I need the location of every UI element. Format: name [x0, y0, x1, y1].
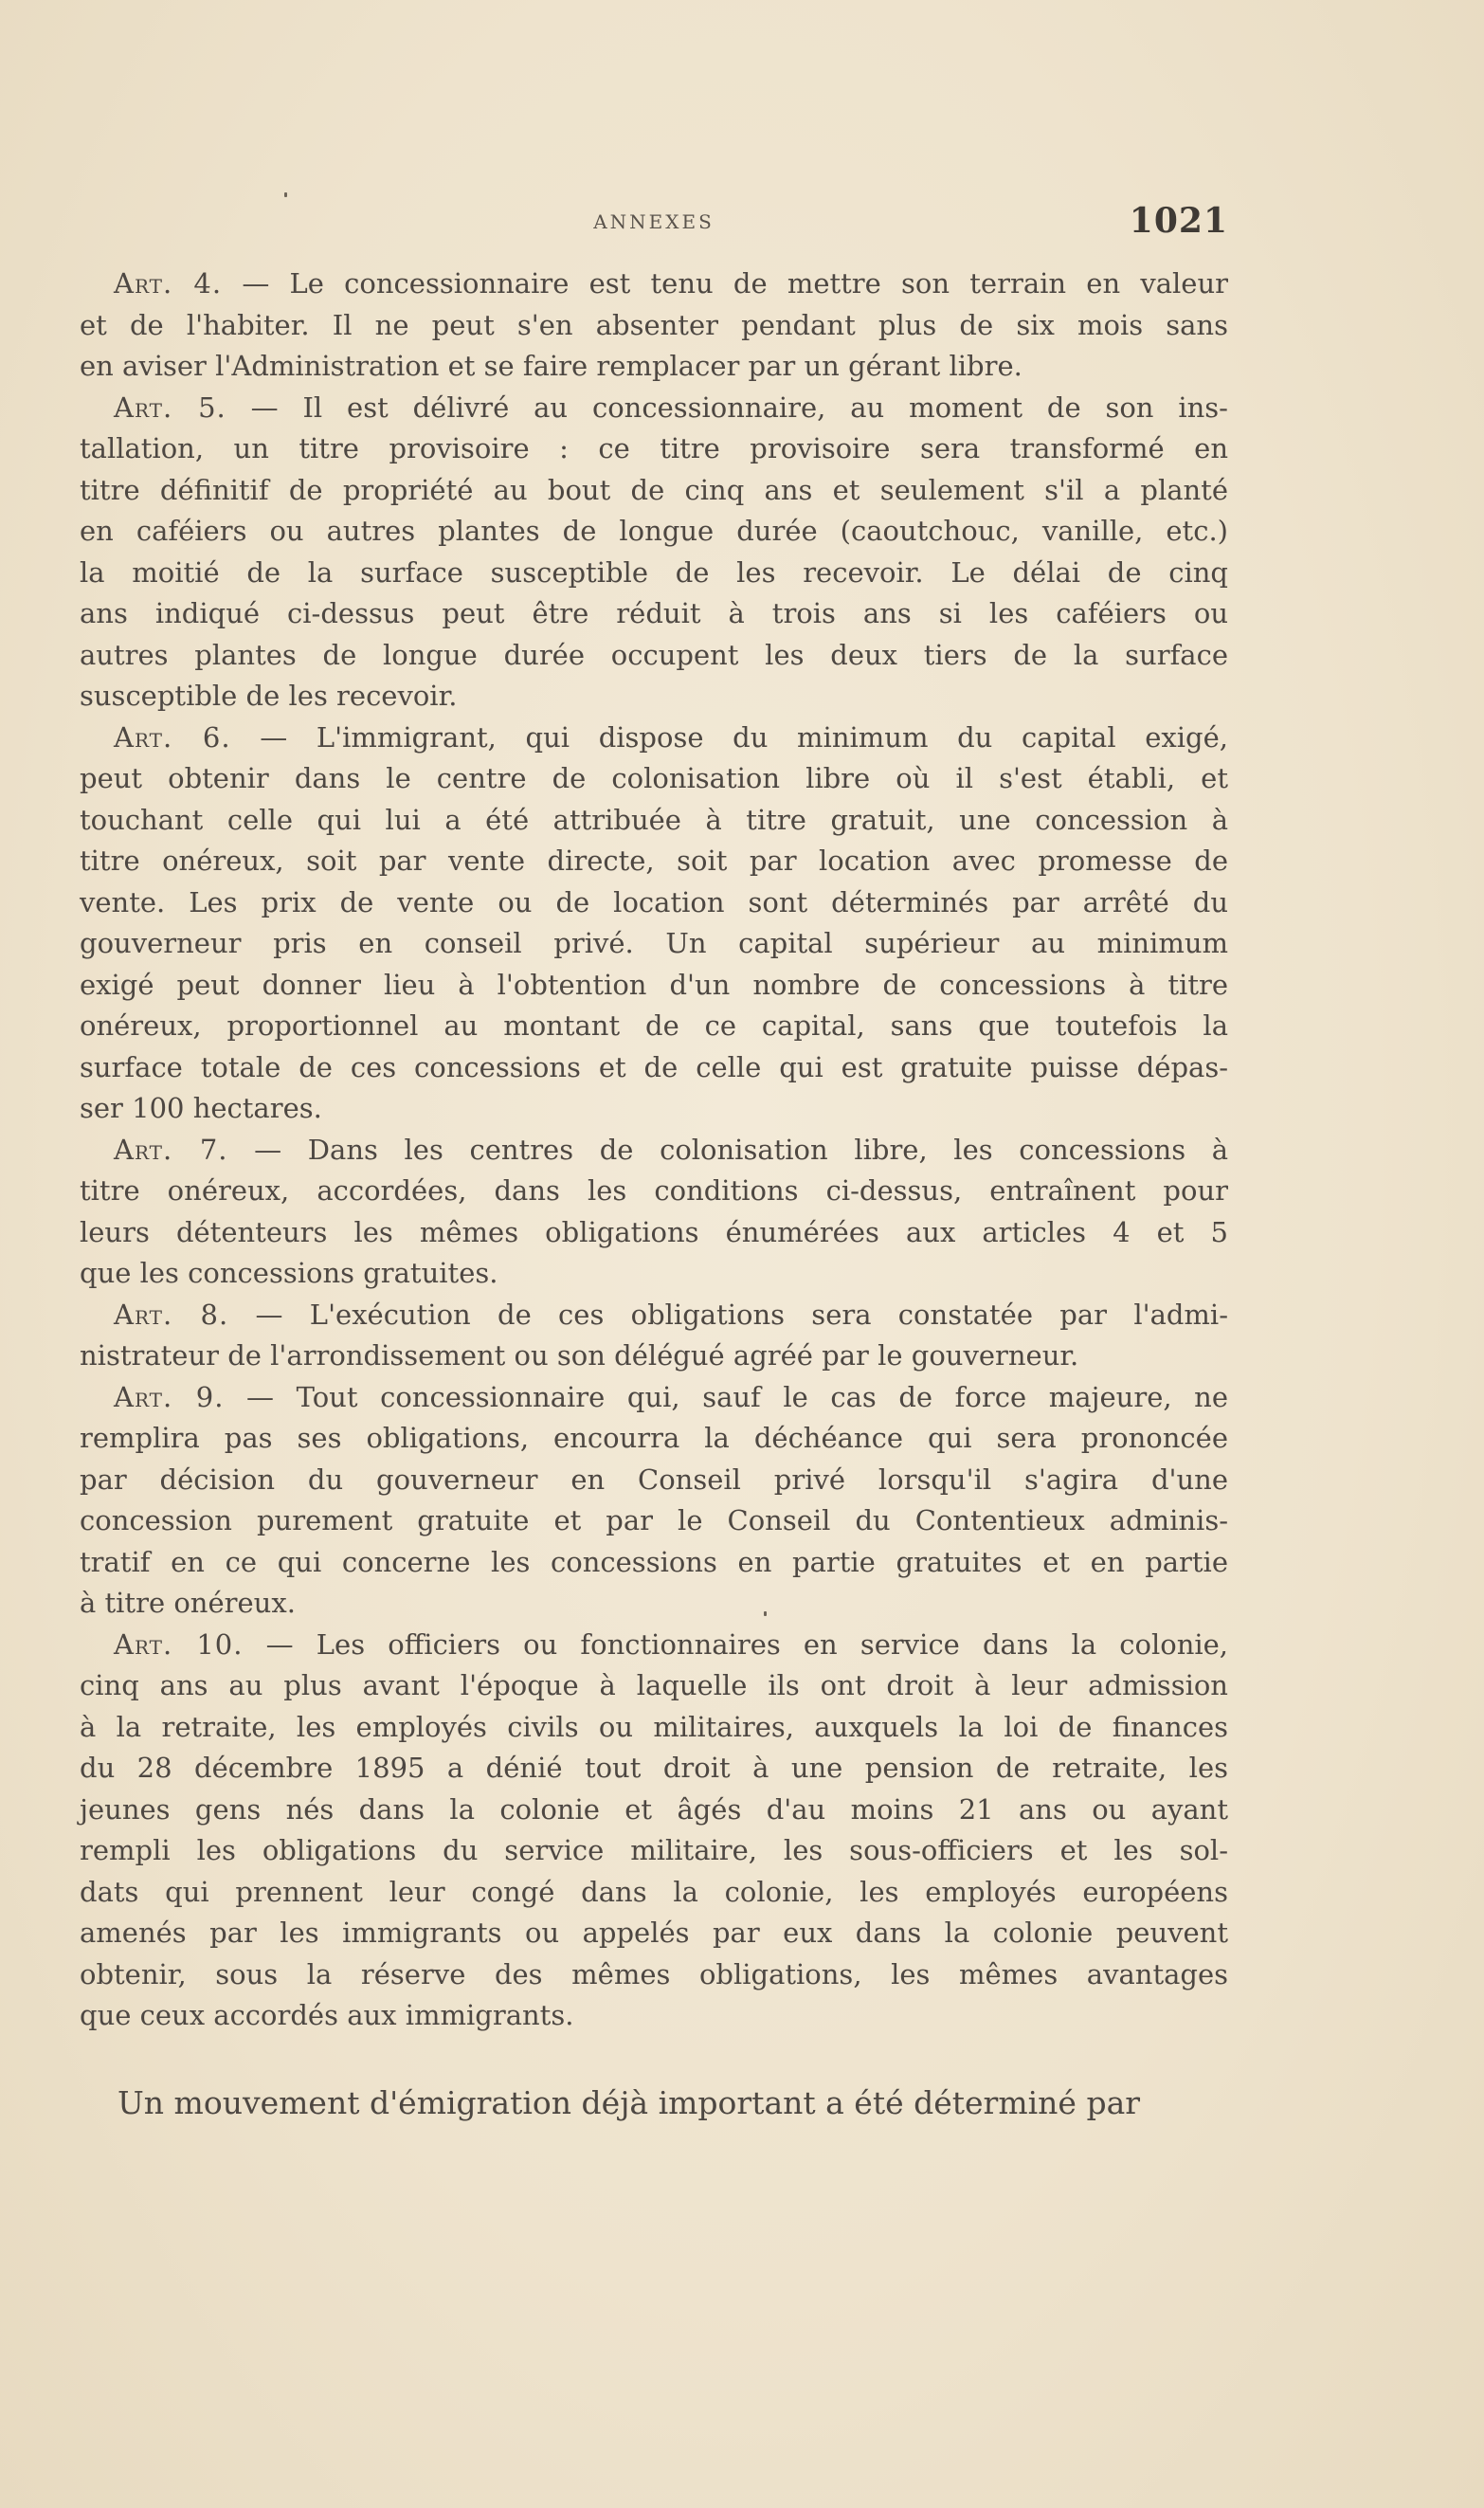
article-line-text: cinq ans au plus avant l'époque à laquelle ils ont droit à leur admission — [80, 1669, 1228, 1701]
article-10 — [80, 1625, 1228, 2037]
article-line-text: que ceux accordés aux immigrants. — [80, 1999, 574, 2031]
article-line — [80, 882, 1228, 924]
article-line — [80, 635, 1228, 677]
article-label: Art. 8. — [114, 1298, 229, 1331]
article-label: Art. 6. — [114, 720, 231, 754]
article-line-text: titre définitif de propriété au bout de cinq ans et seulement s'il a planté — [80, 473, 1228, 506]
article-line — [80, 800, 1228, 842]
article-5 — [80, 388, 1228, 718]
article-8 — [80, 1295, 1228, 1377]
article-line — [80, 1047, 1228, 1089]
article-line — [80, 1336, 1228, 1377]
article-line — [80, 1212, 1228, 1254]
article-line-text: — L'immigrant, qui dispose du minimum du capital exigé, — [260, 720, 1228, 754]
article-line — [80, 1460, 1228, 1501]
article-line-text: — Dans les centres de colonisation libre, les concessions à — [254, 1133, 1229, 1166]
article-6 — [80, 718, 1228, 1130]
article-line — [80, 1377, 1228, 1419]
article-line — [80, 965, 1228, 1007]
article-line-text: par décision du gouverneur en Conseil privé lorsqu'il s'agira d'une — [80, 1463, 1228, 1496]
article-line-text: ans indiqué ci-dessus peut être réduit à trois ans si les caféiers ou — [80, 597, 1228, 629]
article-line — [80, 1295, 1228, 1336]
article-label: Art. 9. — [114, 1380, 225, 1413]
article-line-text: gouverneur pris en conseil privé. Un capital supérieur au minimum — [80, 927, 1228, 959]
article-line-text: à titre onéreux. — [80, 1587, 296, 1619]
article-line-text: exigé peut donner lieu à l'obtention d'un nombre de concessions à titre — [80, 968, 1228, 1001]
article-line — [80, 718, 1228, 759]
article-line-text: remplira pas ses obligations, encourra la déchéance qui sera prononcée — [80, 1422, 1228, 1454]
article-line — [80, 388, 1228, 429]
article-line — [80, 923, 1228, 965]
article-line-text: en aviser l'Administration et se faire remplacer par un gérant libre. — [80, 350, 1023, 382]
article-line-text: en caféiers ou autres plantes de longue durée (caoutchouc, vanille, etc.) — [80, 515, 1228, 547]
article-line — [80, 1830, 1228, 1872]
article-line-text: nistrateur de l'arrondissement ou son délégué agréé par le gouverneur. — [80, 1339, 1079, 1372]
article-line-text: onéreux, proportionnel au montant de ce capital, sans que toutefois la — [80, 1009, 1228, 1042]
running-title: ANNEXES — [593, 210, 715, 233]
article-line-text: et de l'habiter. Il ne peut s'en absenter pendant plus de six mois sans — [80, 308, 1228, 341]
article-line — [80, 1542, 1228, 1584]
articles-body — [80, 264, 1228, 2037]
article-line-text: surface totale de ces concessions et de celle qui est gratuite puisse dépas- — [80, 1050, 1228, 1083]
article-line-text: du 28 décembre 1895 a dénié tout droit à une pension de retraite, les — [80, 1752, 1228, 1784]
closing-paragraph — [80, 2081, 1228, 2125]
article-7 — [80, 1130, 1228, 1295]
article-line — [80, 470, 1228, 512]
article-9 — [80, 1377, 1228, 1625]
article-line-text: — L'exécution de ces obligations sera constatée par l'admi- — [255, 1298, 1228, 1331]
article-line — [80, 1995, 1228, 2037]
article-line-text: — Tout concessionnaire qui, sauf le cas de force majeure, ne — [246, 1380, 1228, 1413]
article-line-text: la moitié de la surface susceptible de les recevoir. Le délai de cinq — [80, 555, 1228, 589]
article-line-text: titre onéreux, soit par vente directe, soit par location avec promesse de — [80, 845, 1228, 877]
article-line-text: touchant celle qui lui a été attribuée à titre gratuit, une concession à — [80, 803, 1228, 836]
article-line — [80, 264, 1228, 305]
article-line — [80, 1790, 1228, 1831]
article-line — [80, 553, 1228, 594]
page-number: 1021 — [1129, 201, 1228, 241]
article-line — [80, 1130, 1228, 1172]
article-line-text: tratif en ce qui concerne les concessions en partie gratuites et en partie — [80, 1545, 1228, 1578]
article-line-text: — Le concessionnaire est tenu de mettre son terrain en valeur — [242, 267, 1228, 300]
article-line — [80, 428, 1228, 470]
article-line-text: obtenir, sous la réserve des mêmes obligations, les mêmes avantages — [80, 1957, 1228, 1990]
article-line — [80, 593, 1228, 635]
article-label: Art. 10. — [114, 1627, 244, 1661]
article-line — [80, 1954, 1228, 1996]
article-line-text: autres plantes de longue durée occupent les deux tiers de la surface — [80, 638, 1228, 671]
article-line-text: susceptible de les recevoir. — [80, 680, 458, 712]
article-line-text: — Il est délivré au concessionnaire, au moment de son ins- — [250, 391, 1228, 424]
article-line-text: dats qui prennent leur congé dans la colonie, les employés européens — [80, 1875, 1228, 1908]
article-line — [80, 1171, 1228, 1212]
article-line — [80, 1418, 1228, 1460]
article-line — [80, 1913, 1228, 1954]
article-line-text: jeunes gens nés dans la colonie et âgés d'au moins 21 ans ou ayant — [80, 1792, 1228, 1826]
article-line-text: concession purement gratuite et par le Conseil du Contentieux adminis- — [80, 1504, 1228, 1536]
ink-speck — [284, 192, 287, 197]
article-line-text: peut obtenir dans le centre de colonisation libre où il s'est établi, et — [80, 762, 1228, 794]
article-line — [80, 1088, 1228, 1130]
article-label: Art. 5. — [114, 391, 226, 424]
article-line — [80, 1253, 1228, 1295]
article-line-text: titre onéreux, accordées, dans les conditions ci-dessus, entraînent pour — [80, 1174, 1228, 1207]
article-line-text: tallation, un titre provisoire : ce titre provisoire sera transformé en — [80, 432, 1228, 464]
article-line-text: ser 100 hectares. — [80, 1092, 322, 1124]
article-label: Art. 4. — [114, 267, 223, 300]
article-line-text: à la retraite, les employés civils ou militaires, auxquels la loi de finances — [80, 1710, 1228, 1743]
article-line — [80, 1006, 1228, 1047]
page-header — [80, 201, 1228, 243]
article-label: Art. 7. — [114, 1133, 228, 1166]
article-line — [80, 346, 1228, 388]
article-line — [80, 1707, 1228, 1749]
article-line — [80, 1665, 1228, 1707]
article-line — [80, 1872, 1228, 1914]
article-line — [80, 305, 1228, 347]
article-line-text: rempli les obligations du service militaire, les sous-officiers et les sol- — [80, 1834, 1228, 1866]
article-line — [80, 841, 1228, 882]
article-line-text: que les concessions gratuites. — [80, 1257, 498, 1289]
article-line — [80, 1500, 1228, 1542]
article-line — [80, 1583, 1228, 1625]
article-line — [80, 676, 1228, 718]
article-line-text: vente. Les prix de vente ou de location sont déterminés par arrêté du — [80, 885, 1228, 918]
article-line-text: leurs détenteurs les mêmes obligations énumérées aux articles 4 et 5 — [80, 1215, 1228, 1248]
article-4 — [80, 264, 1228, 388]
article-line — [80, 758, 1228, 800]
article-line — [80, 1748, 1228, 1790]
closing-paragraph-text: Un mouvement d'émigration déjà important a été déterminé par — [118, 2084, 1141, 2121]
article-line-text: amenés par les immigrants ou appelés par eux dans la colonie peuvent — [80, 1917, 1228, 1949]
article-line-text: — Les officiers ou fonctionnaires en service dans la colonie, — [265, 1627, 1229, 1661]
article-line — [80, 511, 1228, 553]
article-line — [80, 1625, 1228, 1666]
